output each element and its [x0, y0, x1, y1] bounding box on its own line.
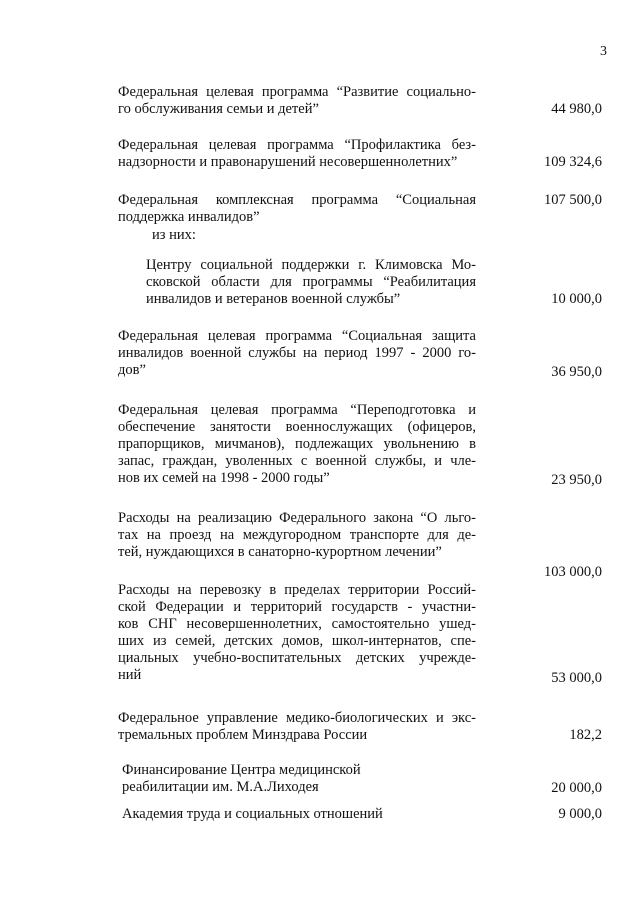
entry-military-retraining-program [118, 402, 476, 487]
entry-text-line: дов” [118, 362, 146, 378]
entry-disabled-support-program [118, 192, 476, 226]
entry-text-line: Федеральная целевая программа “Социальная защита [118, 328, 476, 344]
entry-likhodey-rehab-center [122, 762, 480, 796]
entry-text-line: тей, нуждающихся в санаторно-курортном лечении” [118, 544, 442, 560]
entry-military-disabled-program [118, 328, 476, 379]
entry-child-travel-law-expenses [118, 510, 476, 561]
entry-amount: 103 000,0 [544, 564, 602, 580]
entry-amount: 53 000,0 [551, 670, 602, 686]
entry-text-line: нов их семей на 1998 - 2000 годы” [118, 470, 330, 486]
entry-amount: 109 324,6 [544, 154, 602, 170]
entry-text-line: ний [118, 667, 142, 683]
entry-text-line: го обслуживания семьи и детей” [118, 101, 319, 117]
entry-text-line: тах на проезд на междугородном транспорте для де- [118, 527, 476, 543]
entry-text-line: ской Федерации и территорий государств - участни- [118, 599, 476, 615]
entry-text-line: обеспечение занятости военнослужащих (офицеров, [118, 419, 476, 435]
entry-medbio-directorate [118, 710, 476, 744]
entry-minor-transport-expenses [118, 582, 476, 684]
entry-juvenile-prevention-program [118, 137, 476, 171]
entry-text-line: Федеральная целевая программа “Переподготовка и [118, 402, 476, 418]
entry-text-line: сковской области для программы “Реабилитация [146, 274, 476, 290]
entry-text-line: Финансирование Центра медицинской [122, 762, 361, 778]
entry-labor-academy [122, 806, 480, 823]
entry-text-line: циальных учебно-воспитательных детских учрежде- [118, 650, 476, 666]
entry-text-line: Центру социальной поддержки г. Климовска Мо- [146, 257, 476, 273]
entry-of-which-label [152, 227, 352, 244]
entry-family-children-program [118, 84, 476, 118]
entry-text-line: Федеральное управление медико-биологических и экс- [118, 710, 476, 726]
entry-amount: 20 000,0 [551, 780, 602, 796]
entry-text-line: ших из семей, детских домов, школ-интернатов, спе- [118, 633, 476, 649]
entry-amount: 182,2 [569, 727, 602, 743]
entry-amount: 107 500,0 [544, 192, 602, 208]
entry-text-line: Федеральная целевая программа “Развитие социально- [118, 84, 476, 100]
entry-amount: 9 000,0 [558, 806, 602, 822]
entry-text-line: Федеральная целевая программа “Профилактика без- [118, 137, 476, 153]
entry-amount: 10 000,0 [551, 291, 602, 307]
entry-text-line: из них: [152, 227, 196, 243]
entry-amount: 23 950,0 [551, 472, 602, 488]
entry-text-line: Расходы на перевозку в пределах территории Россий- [118, 582, 476, 598]
entry-amount: 44 980,0 [551, 101, 602, 117]
entry-text-line: инвалидов и ветеранов военной службы” [146, 291, 401, 307]
entry-text-line: Расходы на реализацию Федерального закона “О льго- [118, 510, 476, 526]
entry-text-line: Федеральная комплексная программа “Социальная [118, 192, 476, 208]
entry-text-line: тремальных проблем Минздрава России [118, 727, 368, 743]
page-number: 3 [600, 44, 607, 59]
entry-text-line: запас, граждан, уволенных с военной службы, и чле- [118, 453, 476, 469]
entry-text-line: реабилитации им. М.А.Лиходея [122, 779, 319, 795]
entry-text-line: надзорности и правонарушений несовершеннолетних” [118, 154, 458, 170]
entry-text-line: ков СНГ несовершеннолетних, самостоятельно ушед- [118, 616, 476, 632]
entry-text-line: Академия труда и социальных отношений [122, 806, 383, 822]
entry-klimovsk-center [146, 257, 476, 308]
entry-amount: 36 950,0 [551, 364, 602, 380]
entry-text-line: инвалидов военной службы на период 1997 - 2000 го- [118, 345, 476, 361]
entry-text-line: поддержка инвалидов” [118, 209, 260, 225]
entry-text-line: прапорщиков, мичманов), подлежащих увольнению в [118, 436, 476, 452]
